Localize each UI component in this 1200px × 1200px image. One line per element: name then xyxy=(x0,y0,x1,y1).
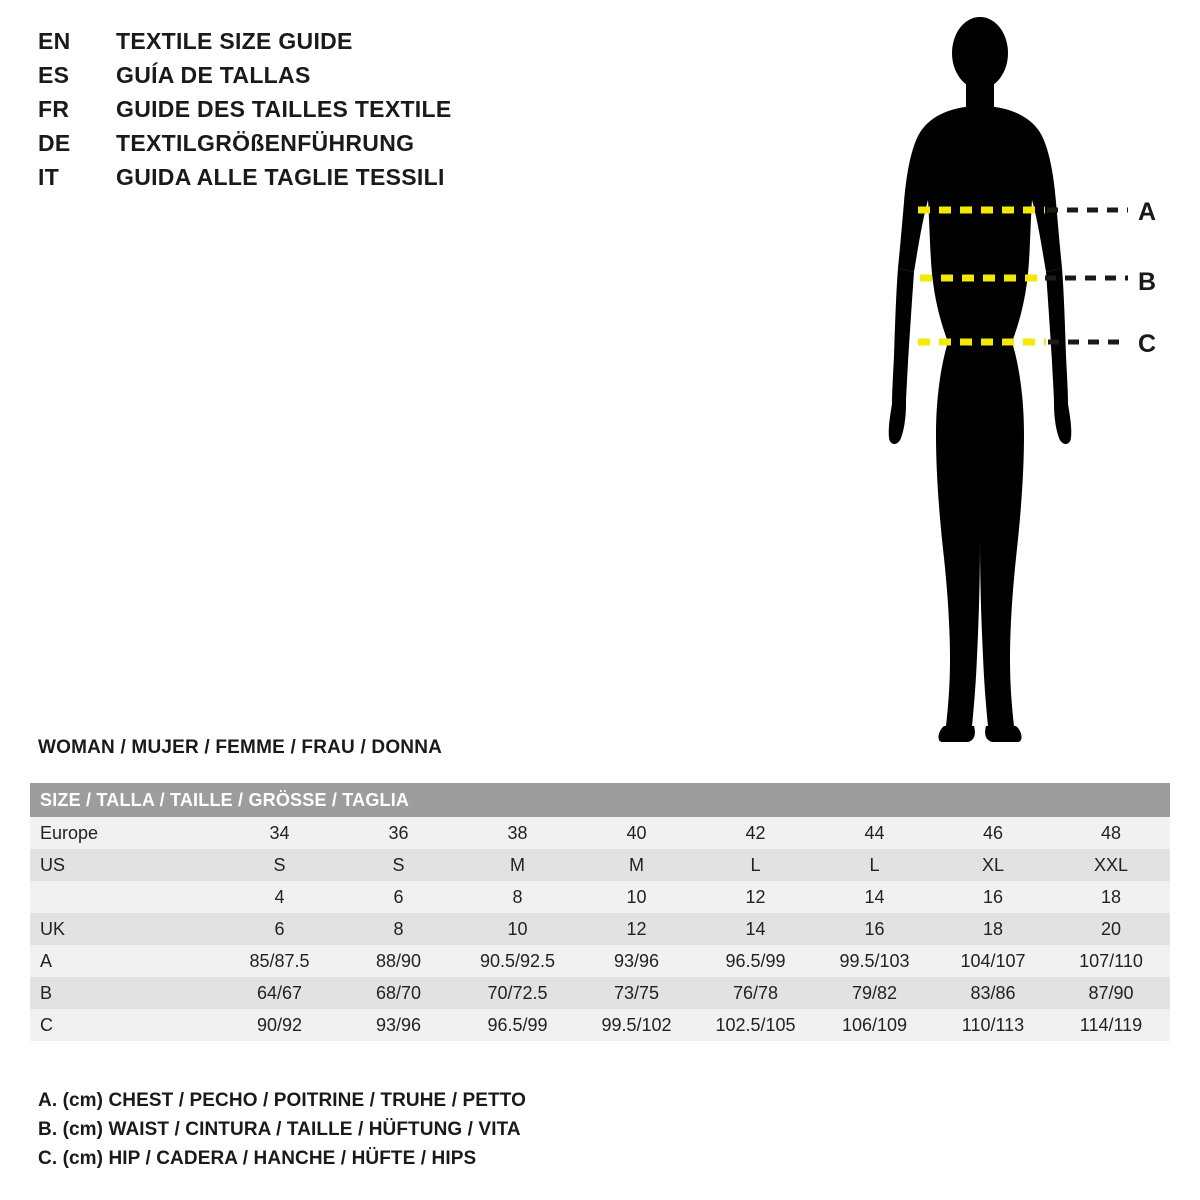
table-cell: 18 xyxy=(1052,881,1170,913)
table-cell: 6 xyxy=(339,881,458,913)
table-cell: 73/75 xyxy=(577,977,696,1009)
language-code: DE xyxy=(38,130,71,156)
table-cell: M xyxy=(577,849,696,881)
table-cell: 42 xyxy=(696,817,815,849)
table-row xyxy=(30,849,1170,881)
body-silhouette-svg xyxy=(840,10,1170,750)
table-cell: 46 xyxy=(934,817,1052,849)
table-cell: 36 xyxy=(339,817,458,849)
table-row xyxy=(30,913,1170,945)
language-code: EN xyxy=(38,28,71,54)
table-header-cell: SIZE / TALLA / TAILLE / GRÖSSE / TAGLIA xyxy=(30,783,1170,817)
table-cell: 90/92 xyxy=(220,1009,339,1041)
measurement-legend xyxy=(38,1090,738,1177)
table-cell: L xyxy=(815,849,934,881)
language-row xyxy=(38,96,558,130)
table-cell: 38 xyxy=(458,817,577,849)
table-cell: 99.5/103 xyxy=(815,945,934,977)
table-cell: 102.5/105 xyxy=(696,1009,815,1041)
table-cell: 40 xyxy=(577,817,696,849)
table-cell: 93/96 xyxy=(339,1009,458,1041)
language-code: ES xyxy=(38,62,70,88)
language-row xyxy=(38,28,558,62)
table-cell: 90.5/92.5 xyxy=(458,945,577,977)
table-cell: XXL xyxy=(1052,849,1170,881)
measure-label-c: C xyxy=(1138,330,1157,358)
table-cell: 16 xyxy=(934,881,1052,913)
legend-line-a: A. (cm) CHEST / PECHO / POITRINE / TRUHE / PETTO xyxy=(38,1090,526,1111)
table-cell: 99.5/102 xyxy=(577,1009,696,1041)
legend-line-b: B. (cm) WAIST / CINTURA / TAILLE / HÜFTUNG / VITA xyxy=(38,1119,521,1140)
language-row xyxy=(38,62,558,96)
language-title: TEXTILE SIZE GUIDE xyxy=(116,28,353,54)
table-cell: 83/86 xyxy=(934,977,1052,1009)
language-title-block xyxy=(38,28,558,198)
female-body-figure xyxy=(840,10,1170,750)
table-header-row xyxy=(30,783,1170,817)
table-cell: 79/82 xyxy=(815,977,934,1009)
table-cell: 10 xyxy=(577,881,696,913)
table-cell: 104/107 xyxy=(934,945,1052,977)
row-label: B xyxy=(30,977,220,1009)
table-cell: 14 xyxy=(696,913,815,945)
table-cell: 107/110 xyxy=(1052,945,1170,977)
language-title: GUIDE DES TAILLES TEXTILE xyxy=(116,96,452,122)
table-cell: 48 xyxy=(1052,817,1170,849)
table-cell: 16 xyxy=(815,913,934,945)
language-code: IT xyxy=(38,164,60,190)
row-label xyxy=(30,881,220,913)
silhouette-path xyxy=(889,17,1072,742)
table-cell: 4 xyxy=(220,881,339,913)
table-cell: 114/119 xyxy=(1052,1009,1170,1041)
legend-line-c: C. (cm) HIP / CADERA / HANCHE / HÜFTE / HIPS xyxy=(38,1148,477,1169)
row-label: Europe xyxy=(30,817,220,849)
table-cell: 76/78 xyxy=(696,977,815,1009)
language-code: FR xyxy=(38,96,70,122)
row-label: C xyxy=(30,1009,220,1041)
table-cell: M xyxy=(458,849,577,881)
table-cell: 8 xyxy=(339,913,458,945)
table-cell: 70/72.5 xyxy=(458,977,577,1009)
table-cell: S xyxy=(339,849,458,881)
language-title: TEXTILGRÖßENFÜHRUNG xyxy=(116,130,415,156)
table-cell: 96.5/99 xyxy=(696,945,815,977)
measure-label-b: B xyxy=(1138,268,1157,296)
table-cell: 44 xyxy=(815,817,934,849)
table-cell: 6 xyxy=(220,913,339,945)
row-label: A xyxy=(30,945,220,977)
language-row xyxy=(38,130,558,164)
table-cell: 96.5/99 xyxy=(458,1009,577,1041)
table-row xyxy=(30,977,1170,1009)
measure-label-a: A xyxy=(1138,198,1157,226)
language-title: GUÍA DE TALLAS xyxy=(116,62,311,88)
language-row xyxy=(38,164,558,198)
table-cell: 14 xyxy=(815,881,934,913)
table-cell: 110/113 xyxy=(934,1009,1052,1041)
table-cell: 88/90 xyxy=(339,945,458,977)
table-cell: 20 xyxy=(1052,913,1170,945)
table-cell: 12 xyxy=(696,881,815,913)
table-cell: 106/109 xyxy=(815,1009,934,1041)
table-row xyxy=(30,881,1170,913)
table-cell: 87/90 xyxy=(1052,977,1170,1009)
section-title: WOMAN / MUJER / FEMME / FRAU / DONNA xyxy=(38,737,443,758)
table-cell: 18 xyxy=(934,913,1052,945)
table-cell: 8 xyxy=(458,881,577,913)
table-cell: 64/67 xyxy=(220,977,339,1009)
table-row xyxy=(30,1009,1170,1041)
table-cell: 85/87.5 xyxy=(220,945,339,977)
table-cell: L xyxy=(696,849,815,881)
language-title: GUIDA ALLE TAGLIE TESSILI xyxy=(116,164,445,190)
table-cell: 34 xyxy=(220,817,339,849)
table-cell: S xyxy=(220,849,339,881)
table-cell: 12 xyxy=(577,913,696,945)
table-cell: 93/96 xyxy=(577,945,696,977)
table-row xyxy=(30,817,1170,849)
size-table-wrapper xyxy=(30,783,1170,1041)
size-table xyxy=(30,783,1170,1041)
table-cell: 68/70 xyxy=(339,977,458,1009)
row-label: UK xyxy=(30,913,220,945)
row-label: US xyxy=(30,849,220,881)
table-cell: XL xyxy=(934,849,1052,881)
table-row xyxy=(30,945,1170,977)
table-cell: 10 xyxy=(458,913,577,945)
